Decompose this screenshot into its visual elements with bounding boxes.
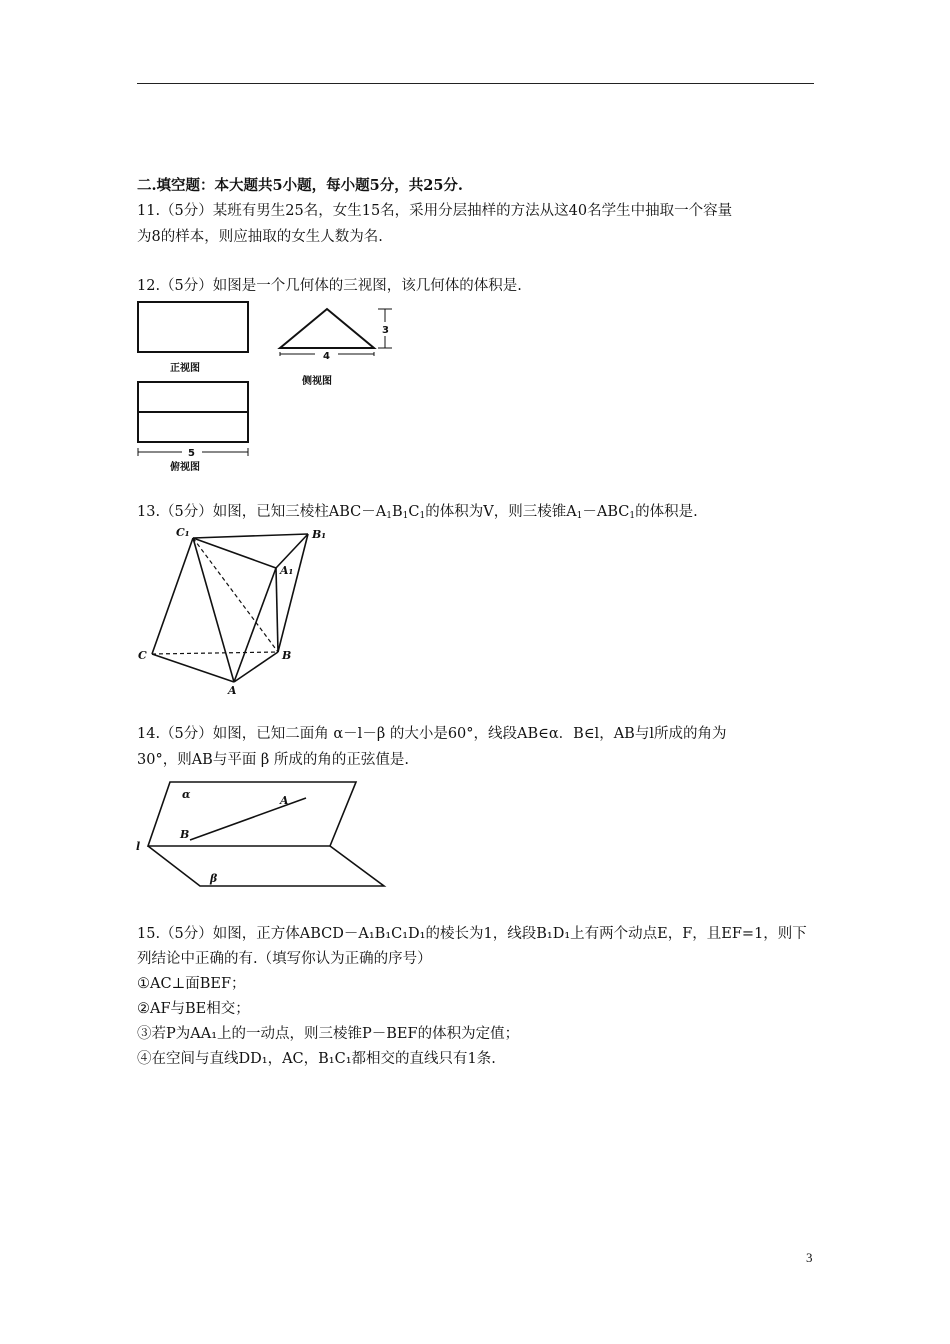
- q15-line1: 15.（5分）如图，正方体ABCD－A₁B₁C₁D₁的棱长为1，线段B₁D₁上有两个动点E，F，且EF=1，则下: [137, 926, 807, 942]
- label-beta: β: [210, 872, 218, 885]
- q14-line1: 14.（5分）如图，已知二面角 α－l－β 的大小是60°，线段AB∈α．B∈l，AB与l所成的角为: [137, 726, 727, 742]
- q15-option-1: ①AC⊥面BEF；: [137, 976, 246, 992]
- label-C: C: [138, 649, 147, 662]
- top-width-dim: 5: [188, 448, 195, 459]
- q12-three-view-figure: [130, 298, 400, 478]
- q11-line1: 11.（5分）某班有男生25名，女生15名，采用分层抽样的方法从这40名学生中抽取一个容量: [137, 203, 733, 219]
- q15-option-4: ④在空间与直线DD₁，AC，B₁C₁都相交的直线只有1条.: [137, 1051, 496, 1067]
- front-view-rect: [138, 302, 248, 352]
- label-C1: C₁: [176, 526, 190, 539]
- q12-line1: 12.（5分）如图是一个几何体的三视图，该几何体的体积是.: [137, 278, 522, 294]
- top-view-label: 俯视图: [170, 462, 200, 473]
- side-width-dim: 4: [323, 351, 330, 362]
- q11-line2: 为8的样本，则应抽取的女生人数为名.: [137, 229, 383, 245]
- label-B1: B₁: [312, 528, 327, 541]
- label-A1: A₁: [280, 564, 294, 577]
- q14-line2: 30°，则AB与平面 β 所成的角的正弦值是.: [137, 752, 410, 768]
- section-heading: 二.填空题：本大题共5小题，每小题5分，共25分.: [137, 177, 463, 194]
- q13-prism-figure: [130, 524, 350, 699]
- label-A: A: [280, 794, 289, 807]
- plane-beta: [148, 846, 384, 886]
- label-l: l: [136, 840, 141, 853]
- side-view-label: 侧视图: [302, 376, 332, 387]
- label-A: A: [228, 684, 237, 697]
- q15-option-3: ③若P为AA₁上的一动点，则三棱锥P－BEF的体积为定值；: [137, 1026, 520, 1042]
- page-number: 3: [806, 1250, 813, 1265]
- side-view-triangle: [280, 309, 374, 348]
- q13-line1: 13.（5分）如图，已知三棱柱$ABC-A_1B_1C_1$的体积为V，则三棱锥$A_1-ABC_1$的体积是.: [137, 504, 698, 521]
- side-height-dim: 3: [382, 325, 389, 336]
- label-alpha: α: [182, 788, 191, 801]
- label-B: B: [282, 649, 292, 662]
- header-rule: [137, 83, 814, 84]
- label-B: B: [180, 828, 190, 841]
- q15-option-2: ②AF与BE相交；: [137, 1001, 250, 1017]
- front-view-label: 正视图: [170, 363, 200, 374]
- q14-dihedral-figure: [130, 776, 400, 894]
- q15-line2: 列结论中正确的有.（填写你认为正确的序号）: [137, 951, 432, 967]
- segment-AB: [190, 798, 306, 840]
